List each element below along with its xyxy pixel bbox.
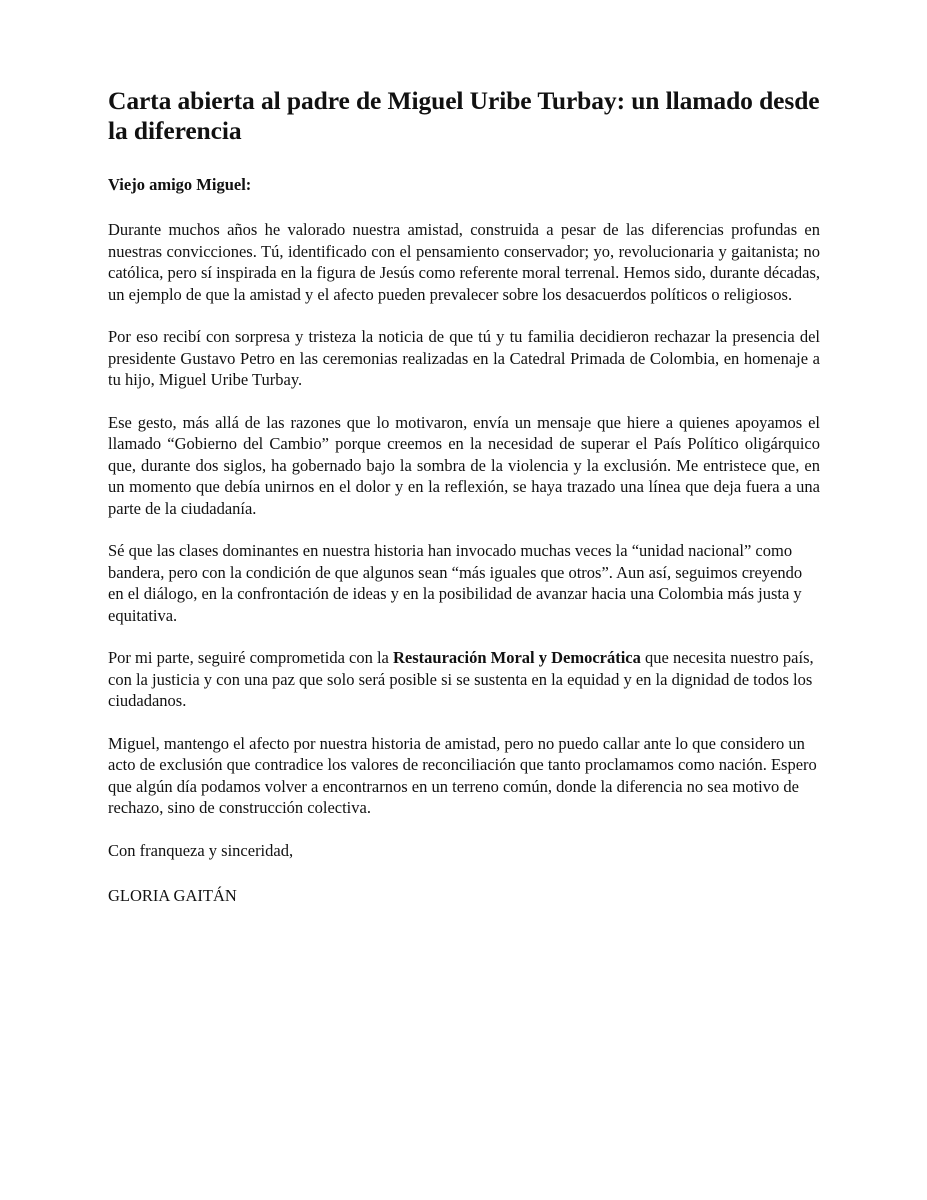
paragraph-6: Miguel, mantengo el afecto por nuestra historia de amistad, pero no puedo callar ante lo que considero un acto de exclusión que contradice los valores de reconciliación que tanto proclamamos como nación. Espero que algún día podamos volver a encontrarnos en un terreno común, donde la diferencia no sea motivo de rechazo, sino de construcción colectiva. [108,733,817,817]
letter-page [108,86,820,930]
paragraph-3: Ese gesto, más allá de las razones que lo motivaron, envía un mensaje que hiere a quienes apoyamos el llamado “Gobierno del Cambio” porque creemos en la necesidad de superar el País Político oligárquico que, durante dos siglos, ha gobernado bajo la sombra de la violencia y la exclusión. Me entristece que, en un momento que debía unirnos en el dolor y en la reflexión, se haya trazado una línea que deja fuera a una parte de la ciudadanía. [108,412,820,518]
paragraph-5-lead: Por mi parte, seguiré comprometida con la [108,648,393,667]
paragraph-5 [108,647,820,712]
paragraph-1: Durante muchos años he valorado nuestra amistad, construida a pesar de las diferencias profundas en nuestras convicciones. Tú, identificado con el pensamiento conservador; yo, revolucionaria y gaitanista; no católica, pero sí inspirada en la figura de Jesús como referente moral terrenal. Hemos sido, durante décadas, un ejemplo de que la amistad y el afecto pueden prevalecer sobre los desacuerdos políticos o religiosos. [108,220,820,304]
paragraph-4: Sé que las clases dominantes en nuestra historia han invocado muchas veces la “unidad nacional” como bandera, pero con la condición de que algunos sean “más iguales que otros”. Aun así, seguimos creyendo en el diálogo, en la confrontación de ideas y en la posibilidad de avanzar hacia una Colombia más justa y equitativa. [108,541,803,625]
salutation: Viejo amigo Miguel: [108,175,252,194]
closing: Con franqueza y sinceridad, [108,840,294,860]
paragraph-5-tail: que necesita nuestro país, con la justicia y con una paz que solo será posible si se sustenta en la equidad y en la dignidad de todos los ciudadanos. [108,648,814,710]
letter-title: Carta abierta al padre de Miguel Uribe Turbay: un llamado desde la diferencia [108,86,820,145]
signature: GLORIA GAITÁN [108,885,237,905]
paragraph-5-emphasis: Restauración Moral y Democrática [393,648,641,667]
paragraph-2: Por eso recibí con sorpresa y tristeza la noticia de que tú y tu familia decidieron rechazar la presencia del presidente Gustavo Petro en las ceremonias realizadas en la Catedral Primada de Colombia, en homenaje a tu hijo, Miguel Uribe Turbay. [108,327,820,389]
